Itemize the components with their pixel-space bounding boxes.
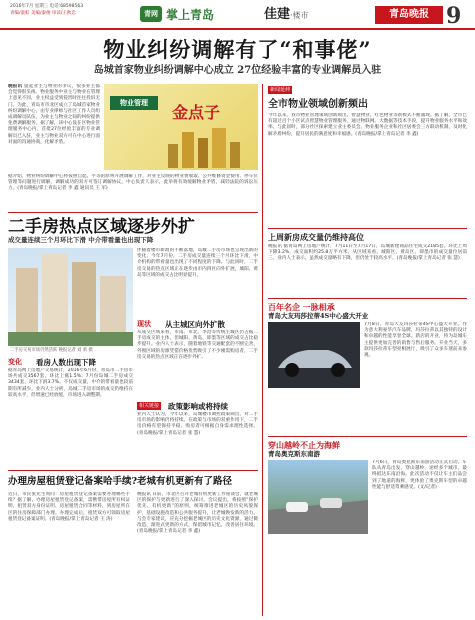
section-name: 佳建 <box>264 7 291 22</box>
divider <box>8 470 258 471</box>
app-logo <box>140 4 250 24</box>
apartment-buildings-icon <box>8 248 133 346</box>
car-icon <box>268 322 360 388</box>
article4-body: 晚报讯 日前，市北区召开老城有机更新工作座谈会，就老城区的保护与更新进行了深入探讨。会议提出，将按照“保护优先、有机更新”的原则，统筹推进老城区的历史风貌保护、基础设施改造和公共服务提升，让老城焕发新的活力。与会专家建议，应充分挖掘老城区的历史文化资源，通过微改造、渐进式更新的方式，保留城市记忆，改善居住环境。(青岛晚报/掌上青岛记者 李 鑫) <box>137 492 258 535</box>
section-sub: ·楼市 <box>290 11 309 20</box>
logo-badge: 青网 <box>140 6 162 22</box>
divider <box>268 436 467 437</box>
building-photo <box>8 248 133 346</box>
divider <box>268 298 467 299</box>
main-subheadline: 岛城首家物业纠纷调解中心成立 27位经验丰富的专业调解员入驻 <box>93 65 382 76</box>
main-headline: 物业纠纷调解有了“和事佬” <box>103 37 372 62</box>
road-trip-photo <box>268 460 368 534</box>
lead-body-right: 据介绍，物业纠纷调解中心将按照自愿、平等的原则开展调解工作，对业主反映的物业费收取、公共维修资金使用、停车位管理等问题进行调解，调解成功的双方可签订调解协议。中心负责人表示，此举将有效缓解物业矛盾，减轻法院的诉讼压力。(青岛晚报/掌上青岛记者 李 鑫 通讯员 王 军) <box>8 174 258 192</box>
article2-title: 二手房热点区域逐步外扩 <box>8 217 195 237</box>
issue-date: 2016年7月 星期三 电话:68598563 <box>10 4 84 9</box>
change-title: 看房人数出现下降 <box>36 358 96 367</box>
article2-body-a: 伴随着楼市新政的不断落地，岛城二手房市场也呈现出新的变化。今年7月份，二手房成交量连续三个月环比下滑，中介机构的带看量也出现了不同程度的下降。与此同时，二手房交易的热点区域正在逐步由市内四区向外扩展，城阳、黄岛等区域的成交占比明显提升。 <box>137 248 258 278</box>
status-title: 从主城区向外扩散 <box>165 320 225 329</box>
lead-body-left <box>8 84 100 172</box>
sidebar-title4: 穿山越岭不止为海鲜 <box>268 440 340 450</box>
sidebar-title3: 百年名企 一脉相承 <box>268 302 335 312</box>
sidebar-body3: 7月8日，青岛大友玛莎拉蒂4S中心盛大开业。作为意大利豪华汽车品牌，玛莎拉蒂以其独特的设计和卓越的性能享誉全球。新店的开业，将为岛城车主提供更加完善的销售与售后服务。开业当天，多款玛莎拉蒂车型亮相展厅，吸引了众多车迷前来参观。 <box>364 322 467 359</box>
article2-subtitle: 成交量连续三个月环比下滑 中介带看量也出现下降 <box>8 236 154 244</box>
keyword-related: 相关链接 <box>139 403 160 409</box>
paper-masthead: 青岛晚报 <box>375 6 443 24</box>
article3-body: 近日，市民张先生询问：房屋租赁登记备案需要办理哪些手续？据了解，办理房屋租赁登记备案，需携带房屋所有权证明、租赁双方身份证明、房屋租赁合同等材料，到房屋所在区的住房保障部门办理。办理完成后，租赁双方可领取房屋租赁登记备案证明。(青岛晚报/掌上青岛记者 王 涛) <box>8 492 130 522</box>
sidebar-title2: 上周新房成交量仍维持高位 <box>268 232 364 242</box>
sidebar-subtitle3: 青岛大友玛莎拉蒂4S中心盛大开业 <box>268 312 369 320</box>
banner-label: 物业管理 <box>110 96 158 110</box>
page-header <box>0 0 475 30</box>
vehicle-convoy-icon <box>268 460 368 534</box>
property-banner <box>104 84 258 170</box>
divider <box>268 228 467 229</box>
divider <box>8 212 258 213</box>
article2-body-d: 业内人士认为，今年以来，岛城楼市调控政策频出，对二手房市场的影响仍将持续。在政策与市场的双重作用下，二手房价格有望保持平稳，购房者可根据自身需求理性选择。(青岛晚报/掌上青岛记者 张 慧) <box>137 412 258 436</box>
banner-art: 金点子 <box>172 103 221 122</box>
sidebar-body2: 晚报讯 据青岛网上房地产统计，7月11日至7月17日，岛城新建商品住宅成交2185套，环比上周下降3.2%，成交面积约25.8万平方米。从区域来看，城阳区、黄岛区、即墨市的成交量位居前三。业内人士表示，虽然成交量略有下降，但仍处于较高水平。(青岛晚报/掌上青岛记者 张 慧) <box>268 244 467 262</box>
column-rule <box>262 84 263 616</box>
keyword-change: 变化 <box>8 358 22 366</box>
editors-line: 青编/童虹 美编/秦俊 审读/王秋忠 <box>10 11 76 16</box>
sidebar-title: 全市物业领域创新频出 <box>268 99 368 110</box>
logo-name: 掌上青岛 <box>166 8 215 22</box>
photo-caption: 二手房交易市场仍然活跃 晚报记者 刘 新 摄 <box>10 348 93 353</box>
keyword-status: 现状 <box>137 320 151 328</box>
car-photo <box>268 322 360 388</box>
related-title: 政策影响或将持续 <box>168 402 228 411</box>
news-extension-tag: 新闻延伸 <box>270 87 291 93</box>
article3-title: 办理房屋租赁登记备案哈手续? <box>8 476 138 487</box>
sidebar-body4: 7月6日，青岛奥克斯东南游活动正式启动。车队从青岛出发，穿山越岭，途经多个城市，最终抵达东南沿海。此次活动不仅让车主们品尝到了地道的海鲜，更体验了奥克斯车型的卓越性能与舒适驾乘感受。(文/记者) <box>372 460 467 490</box>
page-number: 9 <box>446 3 462 29</box>
section-title <box>264 6 309 24</box>
lead-body: 提起业主与物业的争议，很多业主都会觉得很头疼。物业服务中业主与物业在管理上意见不同，业主权益受到侵害时往往投诉无门。为此，青岛市市北区成立了岛城首家物业纠纷调解中心，由专业律师与社区工作人员组成调解员队伍，为业主与物业之间的纠纷提供免费调解服务。据了解，该中心设在区物业管理服务中心内，首批27位经验丰富的专业调解员已入驻，业主与物业双方可在中心进行面对面的沟通协商，化解矛盾。 <box>8 84 100 145</box>
lead-byline: 晚报讯 <box>8 84 25 89</box>
sidebar-subtitle4: 青岛奥克斯东南游 <box>268 450 320 458</box>
article4-title: 老城有机更新有了路径 <box>137 476 233 487</box>
sidebar-body1: 今年以来，我市物业管理领域创新频出，智慧物业、红色物业等新模式不断涌现。据了解，全市已有超过百个小区试点智慧物业管理服务，通过物联网、大数据等技术手段，提升物业服务水平和效率。与此同时，部分社区探索建立业主委员会、物业服务企业和社区居委会三方联动机制，及时化解矛盾纠纷，提升居民的满意度和幸福感。(青岛晚报/掌上青岛记者 李 鑫) <box>268 113 467 137</box>
article2-body-b: 据青岛网上房地产交易统计，2016年6月份，青岛市二手房市场共成交3567套，环比上涨1.5%；7月份岛城二手房成交3434套，环比下滑3.7%。不仅成交量，中介的带看量也较前期有所减少。业内人士分析，岛城二手房市场的成交仍维持在较高水平，但增速已经放缓，市场进入调整期。 <box>8 368 133 398</box>
city-skyline-icon <box>164 124 254 168</box>
article2-body-c: 从成交区域来看，市南、市北、李沧等传统主城区仍占据二手房成交的主体，但城阳、黄岛、即墨等区域的成交占比稳步提升。业内人士表示，随着地铁等交通配套的不断完善，外围区域的房源凭借价格优势吸引了不少刚需购房者，二手房交易的热点区域正在逐步外扩。 <box>137 330 258 360</box>
